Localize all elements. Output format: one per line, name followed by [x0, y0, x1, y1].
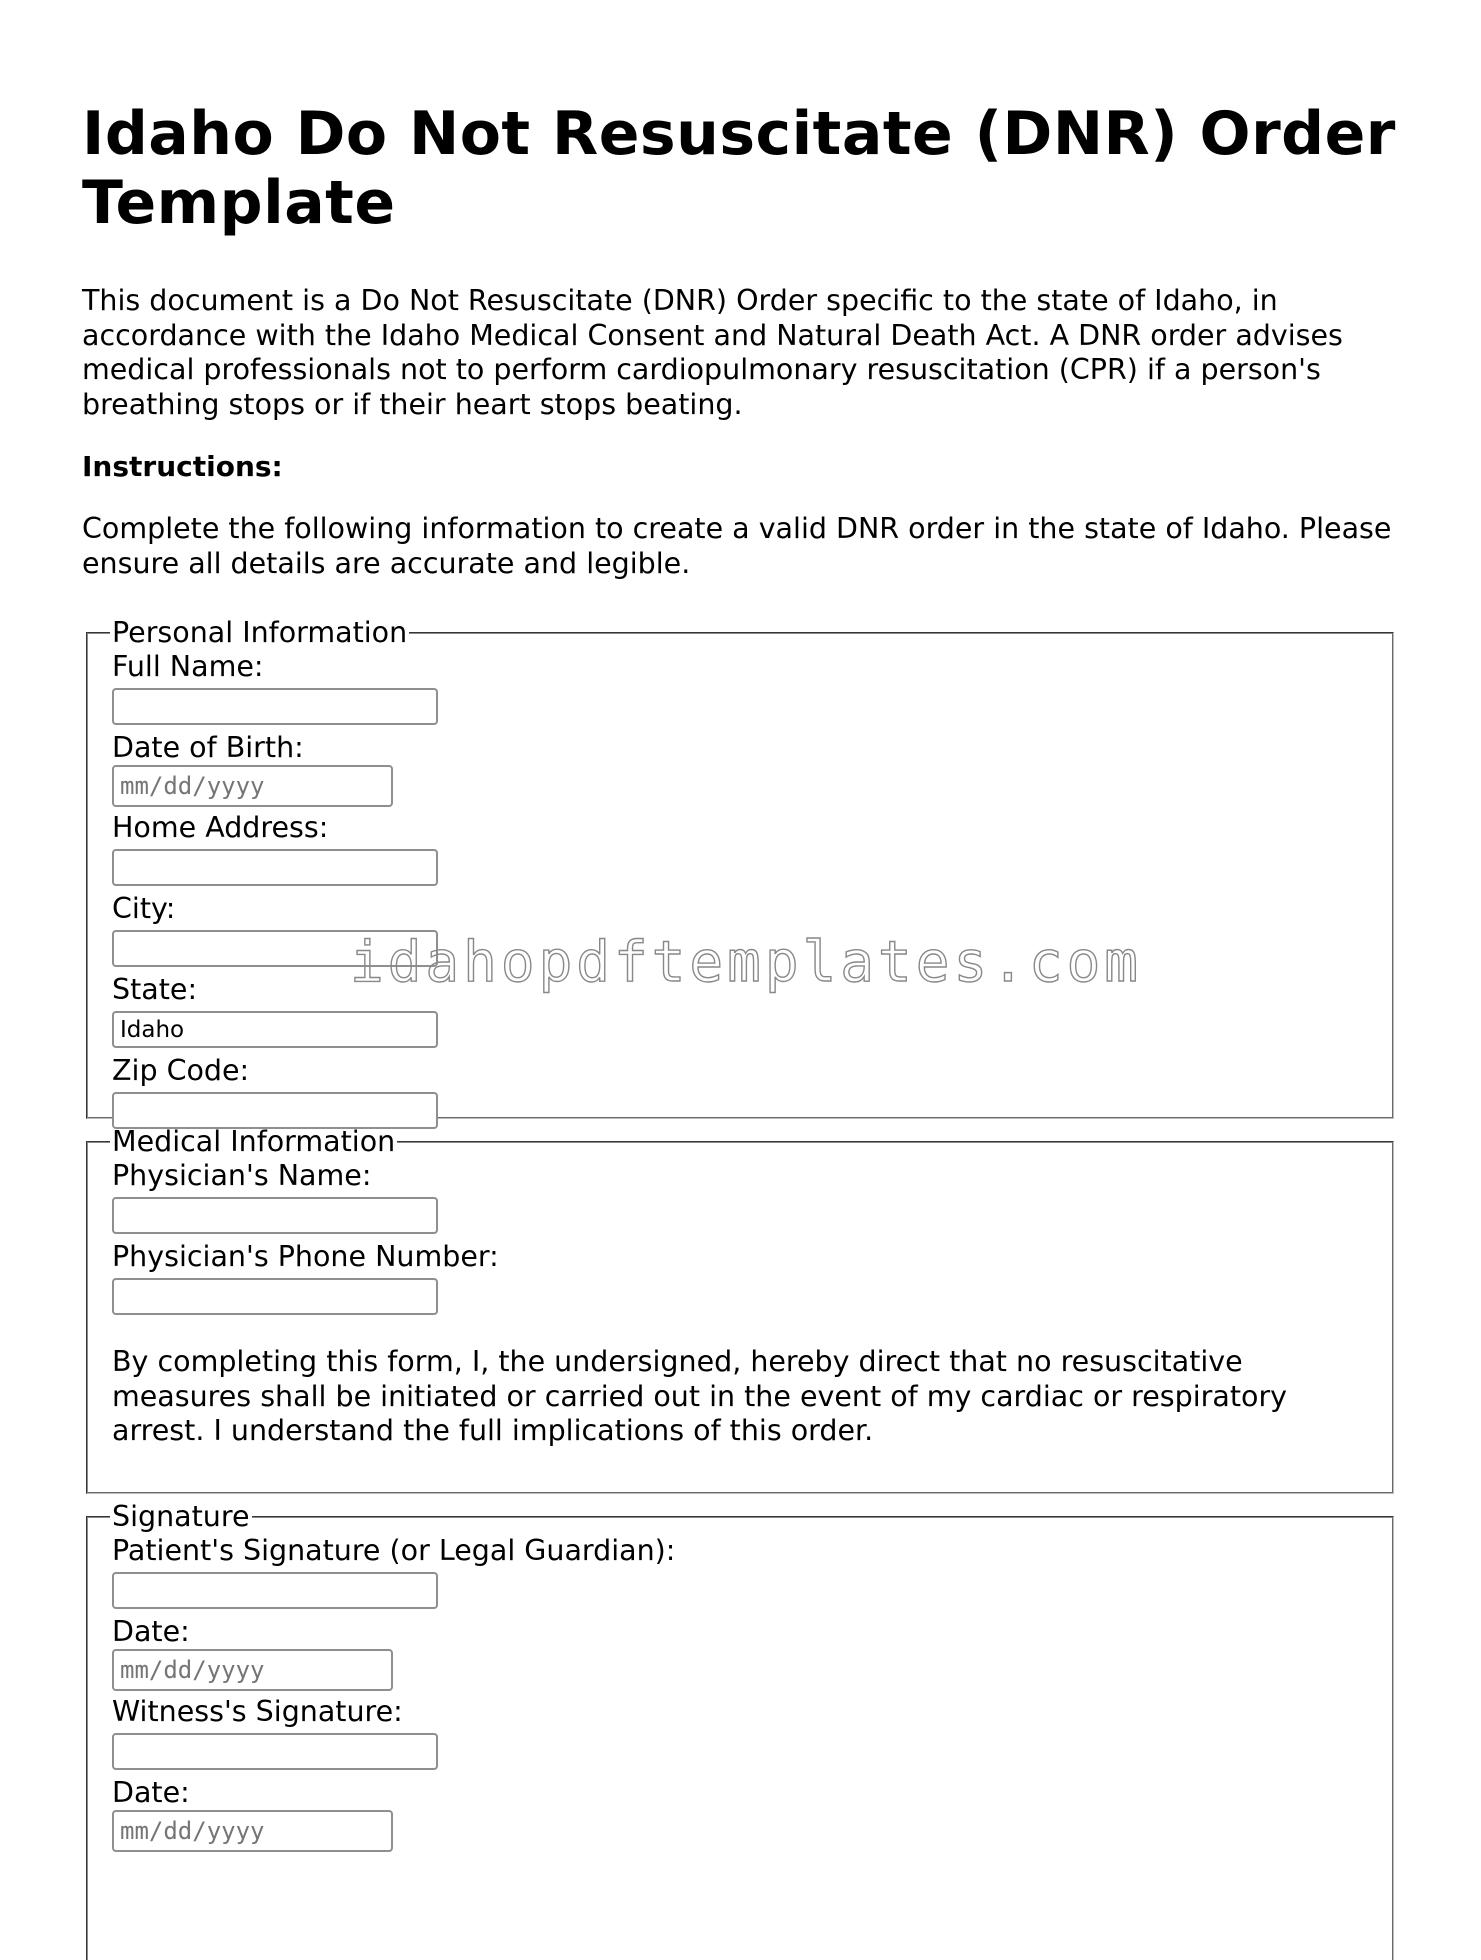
- witness-signature-label: Witness's Signature:: [112, 1695, 403, 1728]
- watermark: idahopdftemplates.com: [350, 930, 1143, 995]
- physician-name-input[interactable]: [112, 1197, 438, 1234]
- physician-name-label: Physician's Name:: [112, 1159, 372, 1192]
- state-label: State:: [112, 973, 198, 1006]
- medical-information-legend: Medical Information: [112, 1125, 396, 1158]
- full-name-input[interactable]: [112, 688, 438, 725]
- home-address-label: Home Address:: [112, 811, 329, 844]
- patient-signature-label: Patient's Signature (or Legal Guardian):: [112, 1534, 676, 1567]
- witness-date-label: Date:: [112, 1776, 190, 1809]
- medical-information-section: [86, 1125, 1394, 1494]
- patient-date-label: Date:: [112, 1615, 190, 1648]
- home-address-input[interactable]: [112, 849, 438, 886]
- instructions-heading: Instructions:: [82, 450, 283, 483]
- intro-paragraph: This document is a Do Not Resuscitate (DNR) Order specific to the state of Idaho, in accordance with the Idaho Medical Consent and Natural Death Act. A DNR order advises medical professionals not to perform cardiopulmonary resuscitation (CPR) if a person's breathing stops or if their heart stops beating.: [82, 284, 1343, 421]
- signature-section: [86, 1500, 1394, 1960]
- signature-legend: Signature: [112, 1500, 250, 1533]
- physician-phone-input[interactable]: [112, 1278, 438, 1315]
- date-of-birth-label: Date of Birth:: [112, 731, 304, 764]
- witness-date-input[interactable]: [112, 1810, 393, 1852]
- full-name-label: Full Name:: [112, 650, 264, 683]
- witness-signature-input[interactable]: [112, 1733, 438, 1770]
- city-input[interactable]: [112, 930, 438, 967]
- instructions-text: Complete the following information to create a valid DNR order in the state of Idaho. Please ensure all details are accurate and legible.: [82, 512, 1392, 580]
- personal-information-section: [86, 616, 1394, 1119]
- patient-date-input[interactable]: [112, 1649, 393, 1691]
- city-label: City:: [112, 892, 176, 925]
- document-page: [82, 100, 1400, 581]
- physician-phone-label: Physician's Phone Number:: [112, 1240, 499, 1273]
- patient-signature-input[interactable]: [112, 1572, 438, 1609]
- page-title: Idaho Do Not Resuscitate (DNR) Order Template: [82, 99, 1396, 238]
- date-of-birth-input[interactable]: [112, 765, 393, 807]
- personal-information-legend: Personal Information: [112, 616, 408, 649]
- zip-code-label: Zip Code:: [112, 1054, 250, 1087]
- consent-statement: By completing this form, I, the undersigned, hereby direct that no resuscitative measures shall be initiated or carried out in the event of my cardiac or respiratory arrest. I understand the full implications of this order.: [112, 1345, 1288, 1447]
- state-input[interactable]: [112, 1011, 438, 1048]
- zip-code-input[interactable]: [112, 1092, 438, 1129]
